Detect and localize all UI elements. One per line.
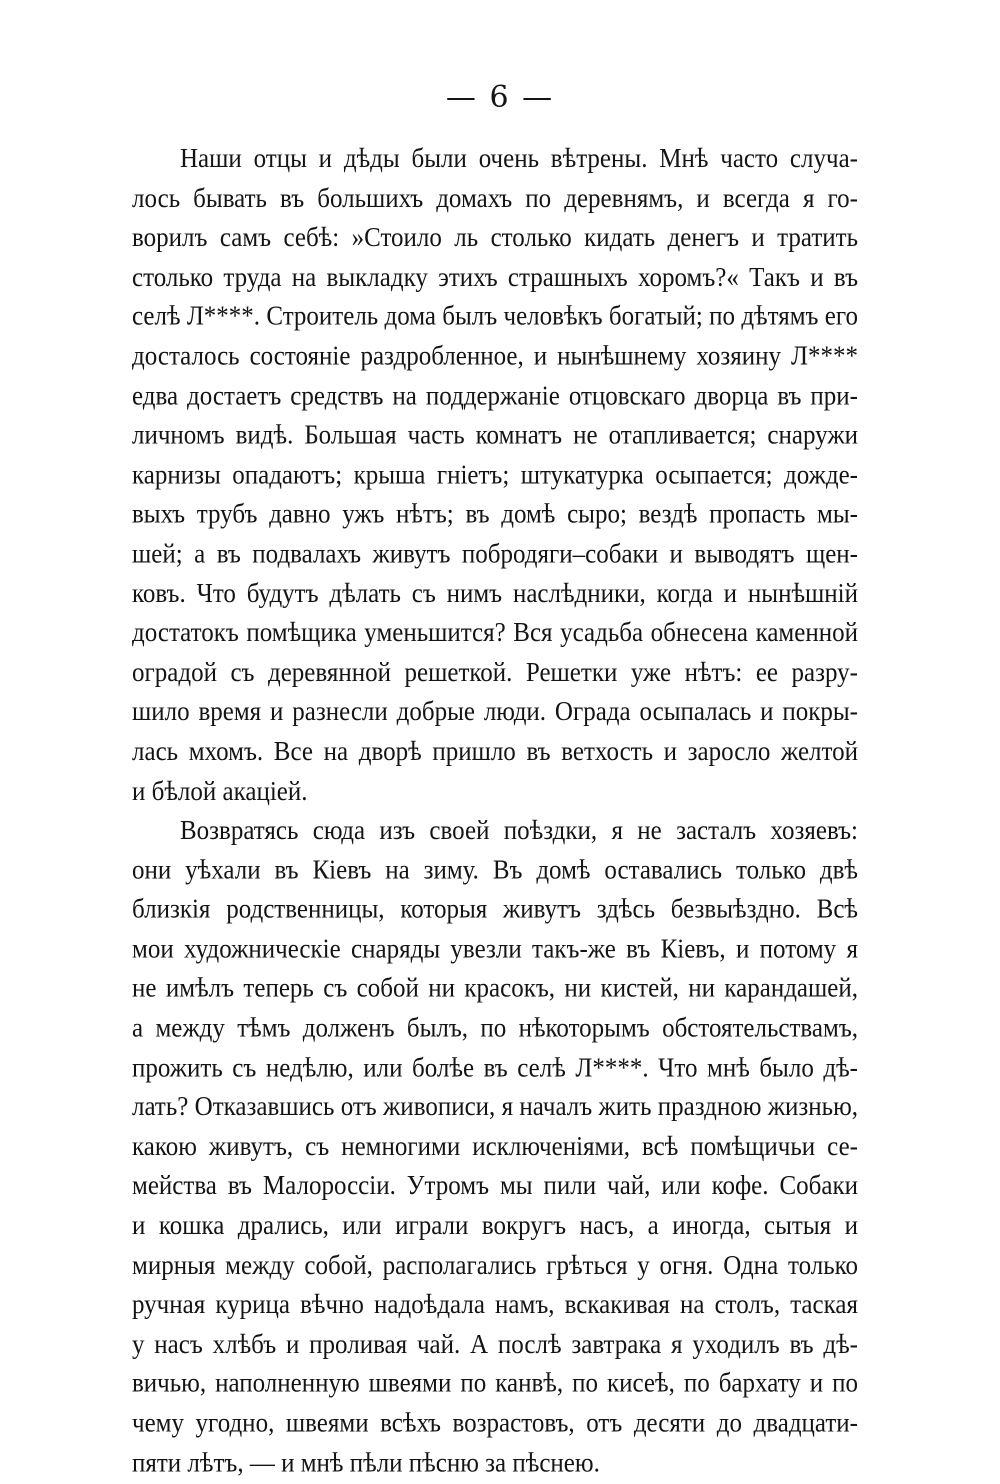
paragraph-2-line-4: мои художническіе снаряды увезли такъ-же въ Кіевъ, и потому я [132,934,858,964]
paragraph-2-line-3: близкія родственницы, которыя живутъ здѣсь безвыѣздно. Всѣ [132,895,858,925]
paragraph-1-line-1: Наши отцы и дѣды были очень вѣтрены. Мнѣ часто случа- [180,144,858,174]
paragraph-1-line-7: едва достаетъ средствъ на поддержаніе отцовскаго дворца въ при- [132,381,858,411]
paragraph-2-line-13: ручная курица вѣчно надоѣдала намъ, вскакивая на столъ, таская [132,1290,858,1320]
body-text [132,140,858,1484]
paragraph-2-line-14: у насъ хлѣбъ и проливая чай. А послѣ завтрака я уходилъ въ дѣ- [132,1329,858,1360]
paragraph-2-line-5: не имѣлъ теперь съ собой ни красокъ, ни кистей, ни карандашей, [132,974,858,1004]
paragraph-1-line-10: выхъ трубъ давно ужъ нѣтъ; въ домѣ сыро; вездѣ пропасть мы- [132,500,858,530]
paragraph-2-line-10: мейства въ Малороссіи. Утромъ мы пили чай, или кофе. Собаки [132,1171,858,1202]
page-number: — 6 — [445,80,555,115]
paragraph-1-line-3: ворилъ самъ себѣ: »Стоило ль столько кидать денегъ и тратить [132,223,858,253]
paragraph-2-line-8: лать? Отказавшись отъ живописи, я началъ жить праздною жизнью, [132,1092,858,1122]
paragraph-2-line-16: чему угодно, швеями всѣхъ возрастовъ, отъ десяти до двадцати- [132,1409,858,1439]
paragraph-2-line-9: какою живутъ, съ немногими исключеніями, всѣ помѣщичьи се- [132,1132,858,1162]
paragraph-1-line-2: лось бывать въ большихъ домахъ по деревнямъ, и всегда я го- [132,183,858,214]
paragraph-1-line-4: столько труда на выкладку этихъ страшныхъ хоромъ?« Такъ и въ [132,262,858,293]
paragraph-2-line-1: Возвратясь сюда изъ своей поѣздки, я не засталъ хозяевъ: [180,816,858,846]
paragraph-2-line-17: пяти лѣтъ, — и мнѣ пѣли пѣсню за пѣснею. [132,1448,600,1478]
paragraph-1-line-8: личномъ видѣ. Большая часть комнатъ не отапливается; снаружи [132,420,858,451]
paragraph-1-line-17: и бѣлой акаціей. [132,776,308,806]
paragraph-2-line-15: вичью, наполненную швеями по канвѣ, по кисеѣ, по бархату и по [132,1369,858,1399]
paragraph-1-line-13: достатокъ помѣщика уменьшится? Вся усадьба обнесена каменной [132,618,858,648]
paragraph-2-line-11: и кошка дрались, или играли вокругъ насъ, а иногда, сытыя и [132,1211,858,1241]
paragraph-1-line-5: селѣ Л****. Строитель дома былъ человѣкъ богатый; по дѣтямъ его [132,302,858,332]
paragraph-1-line-16: лась мхомъ. Все на дворѣ пришло въ ветхость и заросло желтой [132,737,858,767]
paragraph-1-line-14: оградой съ деревянной решеткой. Решетки уже нѣтъ: ее разру- [132,658,858,688]
paragraph-2-line-6: а между тѣмъ долженъ былъ, по нѣкоторымъ обстоятельствамъ, [132,1013,858,1043]
paragraph-2-line-7: прожить съ недѣлю, или болѣе въ селѣ Л****. Что мнѣ было дѣ- [132,1053,858,1083]
paragraph-1-line-9: карнизы опадаютъ; крыша гніетъ; штукатурка осыпается; дожде- [132,460,858,490]
paragraph-1-line-12: ковъ. Что будутъ дѣлать съ нимъ наслѣдники, когда и нынѣшній [132,579,858,609]
paragraph-1-line-6: досталось состояніе раздробленное, и нынѣшнему хозяину Л**** [132,341,858,372]
paragraph-1-line-15: шило время и разнесли добрые люди. Ограда осыпалась и покры- [132,697,858,727]
paragraph-2-line-2: они уѣхали въ Кіевъ на зиму. Въ домѣ оставались только двѣ [132,855,858,885]
paragraph-1-line-11: шей; а въ подвалахъ живутъ побродяги–собаки и выводятъ щен- [132,539,858,569]
paragraph-2-line-12: мирныя между собой, располагались грѣться у огня. Одна только [132,1250,858,1281]
